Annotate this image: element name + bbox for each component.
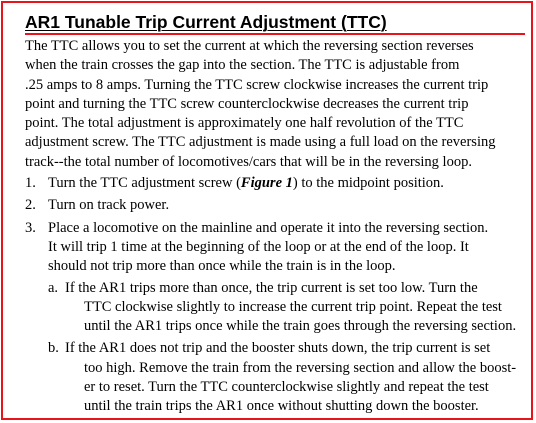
intro-line: The TTC allows you to set the current at which the reversing section reverses xyxy=(25,38,474,54)
figure-reference: Figure 1 xyxy=(240,175,293,192)
step-line: Place a locomotive on the mainline and operate it into the reversing section. xyxy=(48,219,489,236)
substep-line: until the AR1 trips once while the train goes through the reversing section. xyxy=(84,318,517,335)
step-1 xyxy=(25,174,530,193)
step-3 xyxy=(25,219,530,277)
intro-paragraph xyxy=(25,37,530,172)
intro-line: .25 amps to 8 amps. Turning the TTC screw clockwise increases the current trip xyxy=(25,76,489,93)
substep-line: TTC clockwise slightly to increase the current trip point. Repeat the test xyxy=(84,298,502,315)
substep-letter: a. xyxy=(48,279,59,296)
substep-line: If the AR1 does not trip and the booster shuts down, the trip current is set xyxy=(65,340,491,357)
substep-letter: b. xyxy=(48,340,59,357)
intro-line: track--the total number of locomotives/cars that will be in the reversing loop. xyxy=(25,153,472,170)
intro-line: when the train crosses the gap into the section. The TTC is adjustable from xyxy=(25,57,460,74)
step-text xyxy=(48,174,530,193)
step-text-before: Turn the TTC adjustment screw ( xyxy=(48,175,241,192)
step-text-after: ) to the midpoint position. xyxy=(292,175,444,192)
step-line: should not trip more than once while the train is in the loop. xyxy=(48,258,396,275)
step-number: 3. xyxy=(25,219,36,236)
substep-a xyxy=(25,279,530,337)
section-title: AR1 Tunable Trip Current Adjustment (TTC) xyxy=(25,12,387,32)
substep-line: too high. Remove the train from the reversing section and allow the boost- xyxy=(84,359,517,376)
step-number: 2. xyxy=(25,197,36,214)
document-body xyxy=(25,37,530,417)
step-number: 1. xyxy=(25,175,36,192)
substep-line: until the train trips the AR1 once without shutting down the booster. xyxy=(84,398,479,415)
substep-line: er to reset. Turn the TTC counterclockwise slightly and repeat the test xyxy=(84,379,489,396)
document-frame xyxy=(1,1,533,420)
substep-b xyxy=(25,339,530,416)
step-line: It will trip 1 time at the beginning of the loop or at the end of the loop. It xyxy=(48,238,469,255)
step-text: Turn on track power. xyxy=(48,197,170,214)
title-divider xyxy=(25,33,525,35)
intro-line: point and turning the TTC screw counterclockwise decreases the current trip xyxy=(25,95,469,112)
intro-line: adjustment screw. The TTC adjustment is made using a full load on the reversing xyxy=(25,134,496,151)
substep-line: If the AR1 trips more than once, the trip current is set too low. Turn the xyxy=(65,279,478,296)
step-2 xyxy=(25,196,530,215)
intro-line: point. The total adjustment is approximately one half revolution of the TTC xyxy=(25,115,464,132)
